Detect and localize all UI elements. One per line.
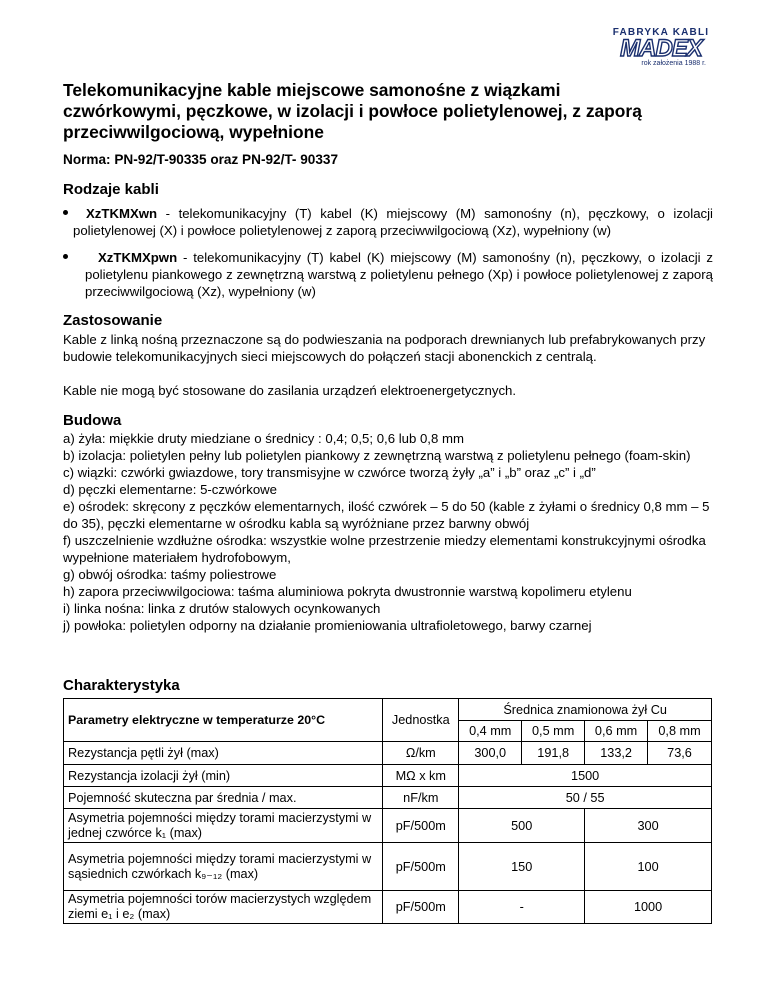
table-row xyxy=(64,787,712,809)
diameter-col: 0,8 mm xyxy=(648,721,712,742)
logo-mark: MADEX xyxy=(620,35,702,62)
value-cell: 300 xyxy=(585,809,712,843)
budowa-item: j) powłoka: polietylen odporny na działanie promieniowania ultrafioletowego, barwy czarnej xyxy=(63,618,592,633)
param-header: Parametry elektryczne w temperaturze 20°C xyxy=(64,699,383,742)
norma-line: Norma: PN-92/T-90335 oraz PN-92/T- 90337 xyxy=(63,152,339,167)
madex-logo xyxy=(608,28,714,72)
cable-desc: telekomunikacyjny (T) kabel (K) miejscowy (M) samonośny (n), pęczkowy, o izolacji polietylenowej (X) i powłoce polietylenowej z zaporą przeciwwilgociową (Xz), wypełniony (w) xyxy=(73,206,713,238)
unit-cell: nF/km xyxy=(383,787,459,809)
cable-code: XzTKMXpwn xyxy=(98,250,178,265)
budowa-item: c) wiązki: czwórki gwiazdowe, tory transmisyjne w czwórce tworzą żyły „a” i „b” oraz „c” i „d” xyxy=(63,465,596,480)
spec-table xyxy=(63,698,712,924)
budowa-item: e) ośrodek: skręcony z pęczków elementarnych, ilość czwórek – 5 do 50 (kable z żyłami o średnicy 0,8 mm – 5 do 35), pęczki elementarne w ośrodku kabla są wyróżniane przez barwny obwój xyxy=(63,499,710,531)
unit-cell: pF/500m xyxy=(383,809,459,843)
unit-cell: Ω/km xyxy=(383,742,459,765)
diameter-col: 0,5 mm xyxy=(522,721,585,742)
value-cell: 50 / 55 xyxy=(459,787,712,809)
zastosowanie-text: Kable z linką nośną przeznaczone są do podwieszania na podporach drewnianych lub prefabrykowanych przy budowie telekomunikacyjnych sieci miejscowych do połączeń stacji abonenckich z centralą. xyxy=(63,332,706,364)
value-cell: 100 xyxy=(585,843,712,891)
cable-type-text xyxy=(73,205,713,239)
heading-rodzaje: Rodzaje kabli xyxy=(63,181,159,198)
budowa-item: b) izolacja: polietylen pełny lub polietylen piankowy z zewnętrzną warstwą z polietylenu pełnego (foam-skin) xyxy=(63,448,691,463)
bullet-icon xyxy=(63,254,68,259)
bullet-icon xyxy=(63,210,68,215)
cable-desc: telekomunikacyjny (T) kabel (K) miejscowy (M) samonośny (n), pęczkowy, o izolacji z polietylenu piankowego z zewnętrzną warstwą z polietylenu pełnego (Xp) i powłoce polietylenowej z zaporą przeciwwilgociową (Xz), wypełniony (w) xyxy=(85,250,713,299)
logo-sub-text: rok założenia 1988 r. xyxy=(641,60,706,67)
heading-zastosowanie: Zastosowanie xyxy=(63,312,163,329)
param-cell: Rezystancja pętli żył (max) xyxy=(64,742,383,765)
param-cell: Pojemność skuteczna par średnia / max. xyxy=(64,787,383,809)
value-cell: 1000 xyxy=(585,891,712,924)
budowa-item: d) pęczki elementarne: 5-czwórkowe xyxy=(63,482,278,497)
value-cell: 133,2 xyxy=(585,742,648,765)
value-cell: 1500 xyxy=(459,765,712,787)
unit-cell: MΩ x km xyxy=(383,765,459,787)
unit-header: Jednostka xyxy=(383,699,459,742)
value-cell: 73,6 xyxy=(648,742,712,765)
table-row xyxy=(64,809,712,843)
param-cell: Rezystancja izolacji żył (min) xyxy=(64,765,383,787)
budowa-item: f) uszczelnienie wzdłużne ośrodka: wszystkie wolne przestrzenie miedzy elementami konstrukcyjnymi ośrodka wypełnione materiałem hydrofobowym, xyxy=(63,533,706,565)
cable-type-text xyxy=(85,249,713,300)
budowa-item: h) zapora przeciwwilgociowa: taśma aluminiowa pokryta dwustronnie warstwą kopolimeru etylenu xyxy=(63,584,632,599)
logo-top-text: FABRYKA KABLI xyxy=(612,27,710,38)
cable-code: XzTKMXwn xyxy=(86,206,158,221)
param-cell: Asymetria pojemności torów macierzystych względem ziemi e₁ i e₂ (max) xyxy=(64,891,383,924)
value-cell: 300,0 xyxy=(459,742,522,765)
table-row xyxy=(64,765,712,787)
value-cell: 191,8 xyxy=(522,742,585,765)
value-cell: 150 xyxy=(459,843,585,891)
diameter-col: 0,6 mm xyxy=(585,721,648,742)
table-row xyxy=(64,891,712,924)
diameter-header: Średnica znamionowa żył Cu xyxy=(459,699,712,721)
budowa-item: i) linka nośna: linka z drutów stalowych ocynkowanych xyxy=(63,601,381,616)
unit-cell: pF/500m xyxy=(383,891,459,924)
param-cell: Asymetria pojemności między torami macierzystymi w jednej czwórce k₁ (max) xyxy=(64,809,383,843)
cable-sep: - xyxy=(157,206,179,221)
zastosowanie-note: Kable nie mogą być stosowane do zasilania urządzeń elektroenergetycznych. xyxy=(63,383,517,398)
budowa-item: a) żyła: miękkie druty miedziane o średnicy : 0,4; 0,5; 0,6 lub 0,8 mm xyxy=(63,431,464,446)
param-cell: Asymetria pojemności między torami macierzystymi w sąsiednich czwórkach k₉₋₁₂ (max) xyxy=(64,843,383,891)
value-cell: 500 xyxy=(459,809,585,843)
budowa-list xyxy=(63,430,713,634)
table-row xyxy=(64,742,712,765)
heading-budowa: Budowa xyxy=(63,412,122,429)
heading-charakterystyka: Charakterystyka xyxy=(63,677,180,694)
document-title: Telekomunikacyjne kable miejscowe samonośne z wiązkami czwórkowymi, pęczkowe, w izolacji i powłoce polietylenowej, z zaporą przeciwwilgociową, wypełnione xyxy=(63,80,642,142)
budowa-item: g) obwój ośrodka: taśmy poliestrowe xyxy=(63,567,277,582)
value-cell: - xyxy=(459,891,585,924)
cable-sep: - xyxy=(177,250,194,265)
table-row xyxy=(64,843,712,891)
diameter-col: 0,4 mm xyxy=(459,721,522,742)
unit-cell: pF/500m xyxy=(383,843,459,891)
